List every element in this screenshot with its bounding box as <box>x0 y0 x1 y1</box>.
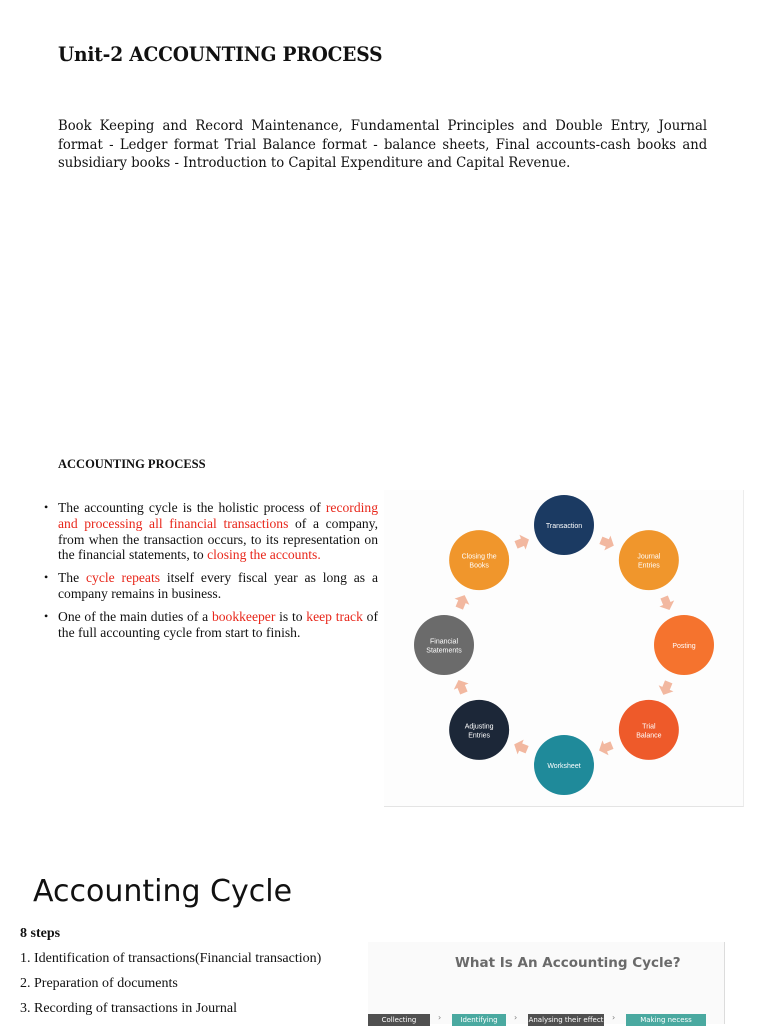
accounting-cycle-title: Accounting Cycle <box>33 874 293 909</box>
accounting-cycle-diagram <box>384 490 744 807</box>
highlight-text: bookkeeper <box>211 608 276 624</box>
cycle-arrow-icon <box>511 737 530 757</box>
bullet-text: is to <box>275 608 307 624</box>
bullet-text: The <box>58 570 86 586</box>
step-item: 1. Identification of transactions(Financial transaction) <box>20 951 322 966</box>
cycle-node-label: Worksheet <box>547 763 581 770</box>
steps-label: 8 steps <box>20 926 61 941</box>
cycle-arrow-icon <box>656 679 676 698</box>
cycle-node-label: Balance <box>636 732 662 740</box>
bullet-item <box>44 570 378 602</box>
bullet-item <box>44 500 378 563</box>
flow-arrow-icon: › <box>438 1013 442 1022</box>
cycle-node-label: Journal <box>637 553 661 561</box>
cycle-node <box>449 700 509 760</box>
cycle-node-label: Financial <box>429 638 459 646</box>
section-heading: ACCOUNTING PROCESS <box>58 457 206 471</box>
cycle-node-label: Trial <box>642 723 656 731</box>
cycle-node-label: Books <box>469 562 489 570</box>
flow-box: Analysing their effect <box>528 1016 604 1024</box>
highlight-text: keep track <box>306 608 363 624</box>
cycle-node <box>654 615 714 675</box>
highlight-text: cycle repeats <box>86 570 161 586</box>
cycle-node-label: Adjusting <box>464 723 494 731</box>
cycle-arrow-icon <box>657 594 677 613</box>
bullet-text: of the full accounting cycle from start to finish. <box>58 608 378 640</box>
highlight-text: recording and processing all financial transactions <box>58 500 378 531</box>
bullet-text: of a company, from when the transaction occurs, to its representation on the financial statements, to <box>58 515 378 563</box>
bullet-text: The accounting cycle is the holistic process of <box>58 500 326 515</box>
cycle-node <box>534 735 594 795</box>
highlight-text: closing the accounts. <box>207 547 321 563</box>
cycle-arrow-icon <box>452 592 472 611</box>
cycle-node-label: Transaction <box>545 523 583 530</box>
cycle-node <box>619 700 679 760</box>
flow-box: Collecting <box>368 1014 430 1026</box>
flow-arrow-icon: › <box>612 1013 616 1022</box>
cycle-node-label: Entries <box>468 732 491 740</box>
cycle-node-label: Entries <box>637 562 660 570</box>
cycle-node <box>534 495 594 555</box>
diagram-title: What Is An Accounting Cycle? <box>455 955 681 971</box>
cycle-arrow-icon <box>451 677 471 696</box>
page-title: Unit-2 ACCOUNTING PROCESS <box>58 42 383 66</box>
cycle-node <box>449 530 509 590</box>
bullet-text: One of the main duties of a <box>58 608 212 624</box>
cycle-arrow-icon <box>596 738 615 758</box>
flow-box: Making necess <box>626 1014 706 1026</box>
flow-box: Identifying <box>452 1014 506 1026</box>
bullet-list <box>44 500 378 647</box>
cycle-node <box>414 615 474 675</box>
cycle-node-label: Posting <box>672 643 696 650</box>
cycle-arrow-icon <box>513 532 532 552</box>
cycle-node-label: Closing the <box>461 553 497 561</box>
bullet-text: itself every fiscal year as long as a company remains in business. <box>58 570 378 601</box>
cycle-diagram-svg <box>384 490 743 806</box>
cycle-node <box>619 530 679 590</box>
intro-paragraph: Book Keeping and Record Maintenance, Fundamental Principles and Double Entry, Journal format - Ledger format Trial Balance format - balance sheets, Final accounts-cash books and subsidiary books - Introduction to Capital Expenditure and Capital Revenue. <box>58 118 708 171</box>
flow-arrow-icon: › <box>514 1013 518 1022</box>
step-item: 2. Preparation of documents <box>20 976 178 991</box>
step-item: 3. Recording of transactions in Journal <box>20 1001 237 1016</box>
bullet-item <box>44 609 378 641</box>
cycle-arrow-icon <box>598 533 617 553</box>
cycle-node-label: Statements <box>426 647 462 655</box>
